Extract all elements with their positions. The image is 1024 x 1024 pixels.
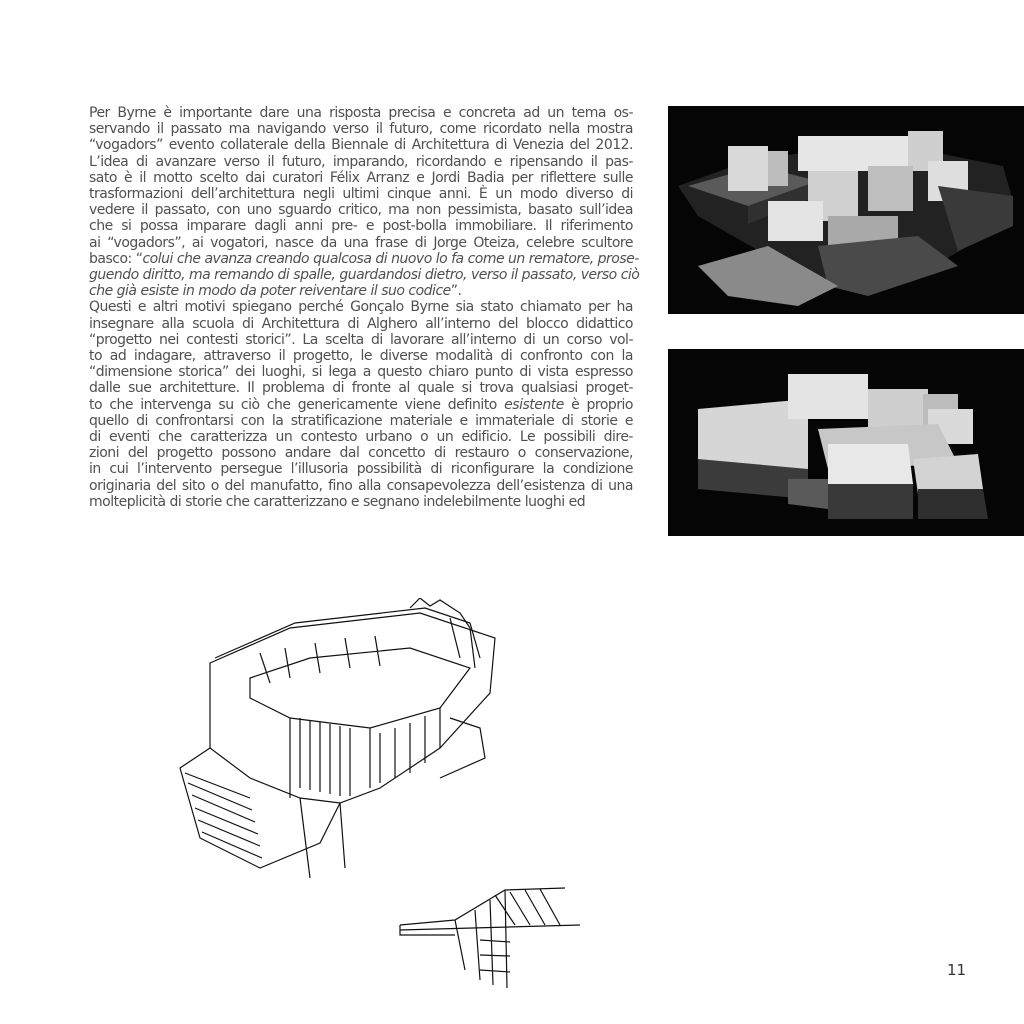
text-line: L’idea di avanzare verso il futuro, imparando, ricordando e ripensando il pas- [89, 153, 633, 170]
text-line: guendo diritto, ma remando di spalle, guardandosi dietro, verso il passato, verso ciò [89, 267, 640, 284]
text-line: “progetto nei contesti storici”. La scelta di lavorare all’interno di un corso vol- [89, 331, 633, 348]
text-line: “vogadors” evento collaterale della Biennale di Architettura di Venezia del 2012. [89, 137, 633, 154]
text-line: “dimensione storica” dei luoghi, si lega a questo chiaro punto di vista espresso [89, 364, 633, 381]
text-line: quello di confrontarsi con la stratificazione materiale e immateriale di storie e [89, 412, 633, 429]
architectural-sketch [140, 598, 570, 898]
model-photo-bottom [668, 349, 1024, 536]
text-line: originaria del sito o del manufatto, fino alla consapevolezza dell’esistenza di una [89, 477, 633, 494]
model-photo-top [668, 106, 1024, 314]
section-sketch [395, 880, 585, 990]
text-line: ai “vogadors”, ai vogatori, nasce da una frase di Jorge Oteiza, celebre scultore [89, 234, 633, 251]
text-line: insegnare alla scuola di Architettura di Alghero all’interno del blocco didattico [89, 315, 633, 332]
architectural-model-image [668, 106, 1024, 314]
text-line: vedere il passato, con uno sguardo critico, ma non pessimista, basato sull’idea [89, 202, 633, 219]
text-line: sato è il motto scelto dai curatori Félix Arranz e Jordi Badia per riflettere sulle [89, 169, 633, 186]
sketch-drawing [140, 598, 570, 898]
text-line: to che intervenga su ciò che genericamente viene definito esistente è proprio [89, 396, 633, 413]
text-line: Questi e altri motivi spiegano perché Gonçalo Byrne sia stato chiamato per ha [89, 299, 633, 316]
architectural-model-image [668, 349, 1024, 536]
text-line: servando il passato ma navigando verso il futuro, come ricordato nella mostra [89, 121, 633, 138]
text-line: Per Byrne è importante dare una risposta precisa e concreta ad un tema os- [89, 105, 633, 121]
text-line: trasformazioni dell’architettura negli ultimi cinque anni. È un modo diverso di [89, 186, 633, 203]
body-text [89, 105, 640, 510]
text-line: di eventi che caratterizza un contesto urbano o un edificio. Le possibili dire- [89, 429, 633, 446]
text-line: in cui l’intervento persegue l’illusoria possibilità di riconfigurare la condizione [89, 461, 633, 478]
text-line: dalle sue architetture. Il problema di fronte al quale si trova qualsiasi proget- [89, 380, 633, 397]
text-line: molteplicità di storie che caratterizzano e segnano indelebilmente luoghi ed [89, 493, 586, 510]
text-line: che si possa imparare dagli anni pre- e post-bolla immobiliare. Il riferimento [89, 218, 633, 235]
page-number: 11 [947, 961, 967, 979]
text-line: basco: “colui che avanza creando qualcosa di nuovo lo fa come un rematore, prose- [89, 250, 639, 267]
text-line: zioni del progetto possono andare dal concetto di restauro o conservazione, [89, 445, 633, 462]
text-line: to ad indagare, attraverso il progetto, le diverse modalità di confronto con la [89, 348, 633, 365]
section-drawing [395, 880, 585, 990]
text-line: che già esiste in modo da poter reiventare il suo codice”. [89, 283, 462, 300]
